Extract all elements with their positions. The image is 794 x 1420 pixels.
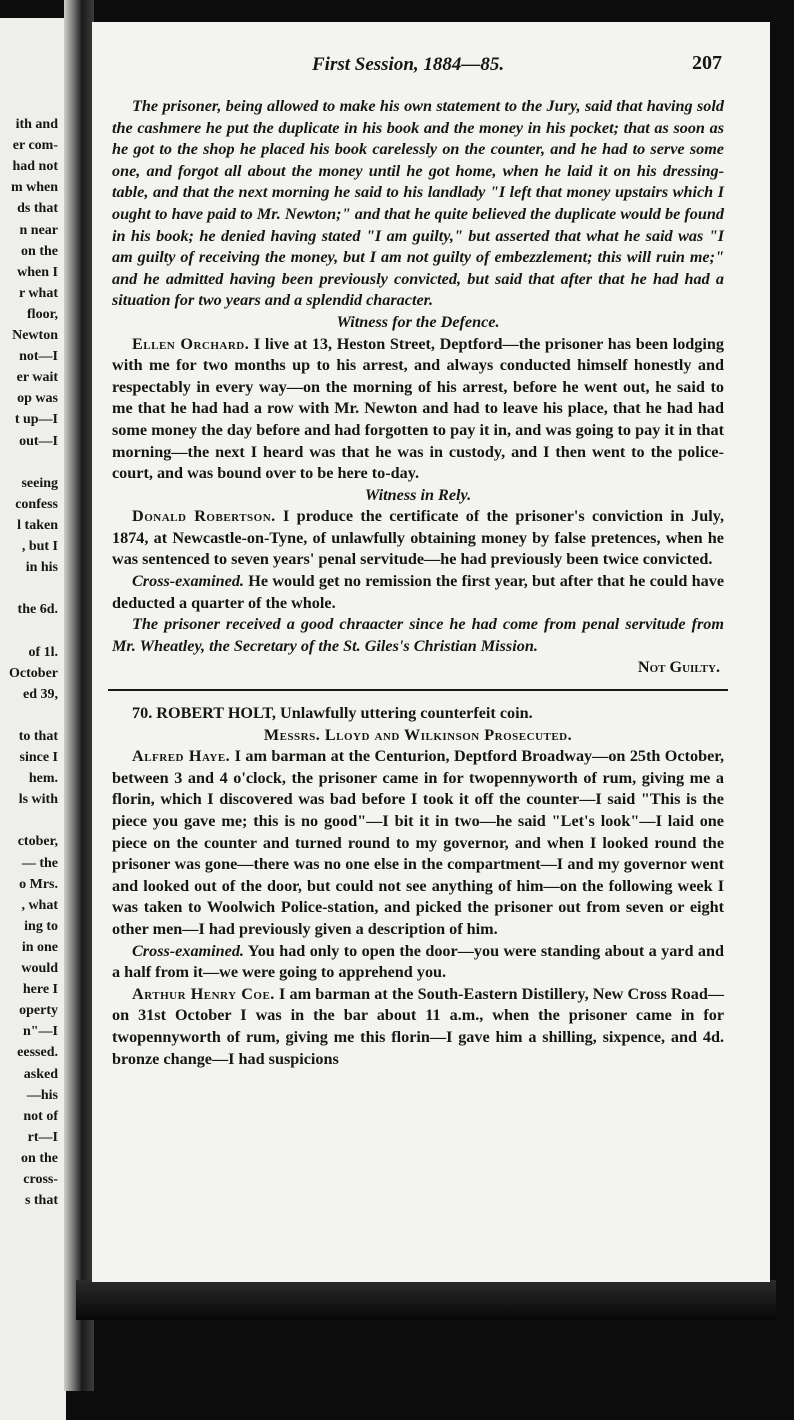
verdict: Not Guilty. <box>637 658 720 677</box>
facing-page-fragment: n"—I <box>22 1024 58 1040</box>
facing-page-fragment: on the <box>21 1150 58 1166</box>
facing-page-fragment: t up—I <box>14 412 58 428</box>
facing-page-fragment: — the <box>21 855 58 871</box>
prisoner-statement: The prisoner, being allowed to make his own statement to the Jury, said that having sold the cashmere he put the duplicate in his book and the money in his pocket; that as soon as he got to the shop he placed his book carelessly on the counter, and he had to serve some one, and forgot all about the money until he got home, when he laid it on his dressing-table, and that the next morning he said to his landlady "I left that money upstairs which I ought to have paid to Mr. Newton;" and that he quite believed the duplicate would be found in his book; he denied having stated "I am guilty," but asserted that what he said was "I am guilty of receiving the money, but I am not guilty of embezzlement; this will ruin me;" and he admitted having been previously convicted, but said that after that he had had a situation for two years and a splendid character. <box>112 97 724 310</box>
witness-reply-heading: Witness in Rely. <box>364 485 472 504</box>
facing-page-fragment: ed 39, <box>23 686 58 702</box>
facing-page-fragment: ds that <box>17 201 58 217</box>
facing-page-fragment: not—I <box>19 349 58 365</box>
facing-page-fragment: eessed. <box>17 1045 58 1061</box>
facing-page-fragment: in one <box>21 939 58 955</box>
facing-page-fragment: r what <box>18 285 58 301</box>
facing-page-fragment: asked <box>23 1066 58 1082</box>
facing-page-fragment: on the <box>21 243 58 259</box>
witness-name: Alfred Haye. <box>132 747 231 766</box>
facing-page-fragment: here I <box>22 982 58 998</box>
facing-page-fragment: not of <box>23 1108 58 1124</box>
cross-text: He would get no remission the first year, but after that he could have deducted a quarter of the whole. <box>112 572 724 612</box>
testimony-haye <box>112 746 724 940</box>
section-divider <box>108 689 728 691</box>
facing-page-fragment: s that <box>24 1193 58 1209</box>
facing-page-fragment: op was <box>17 391 58 407</box>
facing-page-fragment: rt—I <box>27 1129 58 1145</box>
page-body <box>112 96 724 1070</box>
facing-page-fragment: ith and <box>15 117 58 132</box>
cross-label: Cross-examined. <box>132 572 244 591</box>
facing-page-fragment: l taken <box>17 517 58 533</box>
witness-defence-heading: Witness for the Defence. <box>336 312 500 331</box>
facing-page-fragment: Newton <box>12 328 58 343</box>
facing-page-fragment: ls with <box>18 792 58 808</box>
facing-page-edge <box>0 18 66 1420</box>
case-title: 70. ROBERT HOLT, Unlawfully uttering counterfeit coin. <box>132 704 533 723</box>
facing-page-fragment: —his <box>26 1087 58 1103</box>
facing-page-fragment: since I <box>19 750 58 765</box>
testimony-text: I am barman at the South-Eastern Distillery, New Cross Road—on 31st October I was in the bar about 11 a.m., when the prisoner came in for twopennyworth of rum, giving me this florin—I gave him a shilling, sixpence, and 4d. bronze change—I had suspicions <box>112 984 725 1068</box>
facing-page-fragment: ing to <box>24 918 58 934</box>
testimony-text: I live at 13, Heston Street, Deptford—the prisoner has been lodging with me for two months up to his arrest, and always conducted himself honestly and respectably in every way—on the morning of his arrest, before he went out, he said to me that he had had a row with Mr. Newton and had to leave his place, that he had had some money the day before and had forgotten to pay it in, and was going to pay it in that morning—the next I heard was that he was in custody, and I then went to the police-court, and was bound over to be here to-day. <box>112 334 724 483</box>
cross-text: You had only to open the door—you were standing about a yard and a half from it—we were going to apprehend you. <box>112 941 724 982</box>
cross-examination <box>112 571 724 614</box>
counsel-line: Messrs. Lloyd and Wilkinson Prosecuted. <box>263 725 573 744</box>
testimony-text: I produce the certificate of the prisoner's conviction in July, 1874, at Newcastle-on-Tyne, of unlawfully obtaining money by false pretences, when he was sentenced to seven years' penal servitude—he had previously been twice convicted. <box>112 507 725 569</box>
running-head <box>92 52 770 80</box>
facing-page-fragment: floor, <box>27 306 58 322</box>
facing-page-fragment: o Mrs. <box>19 876 58 892</box>
facing-page-fragment: in his <box>25 560 58 576</box>
testimony-coe <box>112 984 724 1070</box>
facing-page-fragment: to that <box>18 728 58 744</box>
character-statement: The prisoner received a good chraacter since he had come from penal servitude from Mr. Wheatley, the Secretary of the St. Giles's Christian Mission. <box>112 615 724 655</box>
page-number: 207 <box>692 52 722 74</box>
facing-page-fragment: confess <box>15 496 58 512</box>
facing-page-fragment: m when <box>10 180 58 196</box>
witness-name: Donald Robertson. <box>132 507 276 526</box>
facing-page-fragment: cross- <box>23 1172 58 1187</box>
facing-page-fragment: October <box>9 665 58 681</box>
facing-page-fragment: seeing <box>21 475 58 491</box>
facing-page-fragment: ctober, <box>17 834 58 850</box>
facing-page-fragment: , but I <box>21 539 58 554</box>
facing-page-fragment: had not <box>12 159 58 175</box>
testimony-robertson <box>112 506 724 571</box>
testimony-text: I am barman at the Centurion, Deptford Broadway—on 25th October, between 3 and 4 o'clock, the prisoner came in for twopennyworth of rum, giving me a florin, which I discovered was bad before I took it off the counter—I said "This is the piece you gave me; this is no good"—I bit it in two—he said "Let's look"—I laid one piece on the counter and turned round to my governor, and when I looked round the prisoner was gone—there was no one else in the compartment—I and my governor went and looked out of the door, but could not see anything of him—on the following week I was taken to Woolwich Police-station, and picked the prisoner out from seven or eight other men—I had previously given a description of him. <box>112 747 725 938</box>
facing-page-fragment: of 1l. <box>28 644 58 660</box>
facing-page-fragment: the 6d. <box>17 602 58 618</box>
book-gutter <box>64 0 94 1391</box>
facing-page-fragment: hem. <box>28 771 58 787</box>
witness-name: Arthur Henry Coe. <box>132 984 275 1003</box>
facing-page-fragment: n near <box>19 222 58 238</box>
facing-page-fragment: would <box>21 961 58 976</box>
cross-examination <box>112 941 724 984</box>
book-page <box>92 22 770 1282</box>
witness-name: Ellen Orchard. <box>132 334 250 353</box>
facing-page-fragment: operty <box>19 1003 58 1019</box>
facing-page-fragment: er wait <box>16 370 58 386</box>
cross-label: Cross-examined. <box>132 941 244 960</box>
facing-page-fragment: , what <box>21 897 58 913</box>
facing-page-fragment: er com- <box>12 138 58 154</box>
facing-page-fragment: when I <box>17 264 58 280</box>
page-bottom-shadow <box>76 1280 776 1320</box>
facing-page-fragment: out—I <box>19 433 58 449</box>
testimony-orchard <box>112 334 724 485</box>
running-title: First Session, 1884—85. <box>312 54 505 75</box>
